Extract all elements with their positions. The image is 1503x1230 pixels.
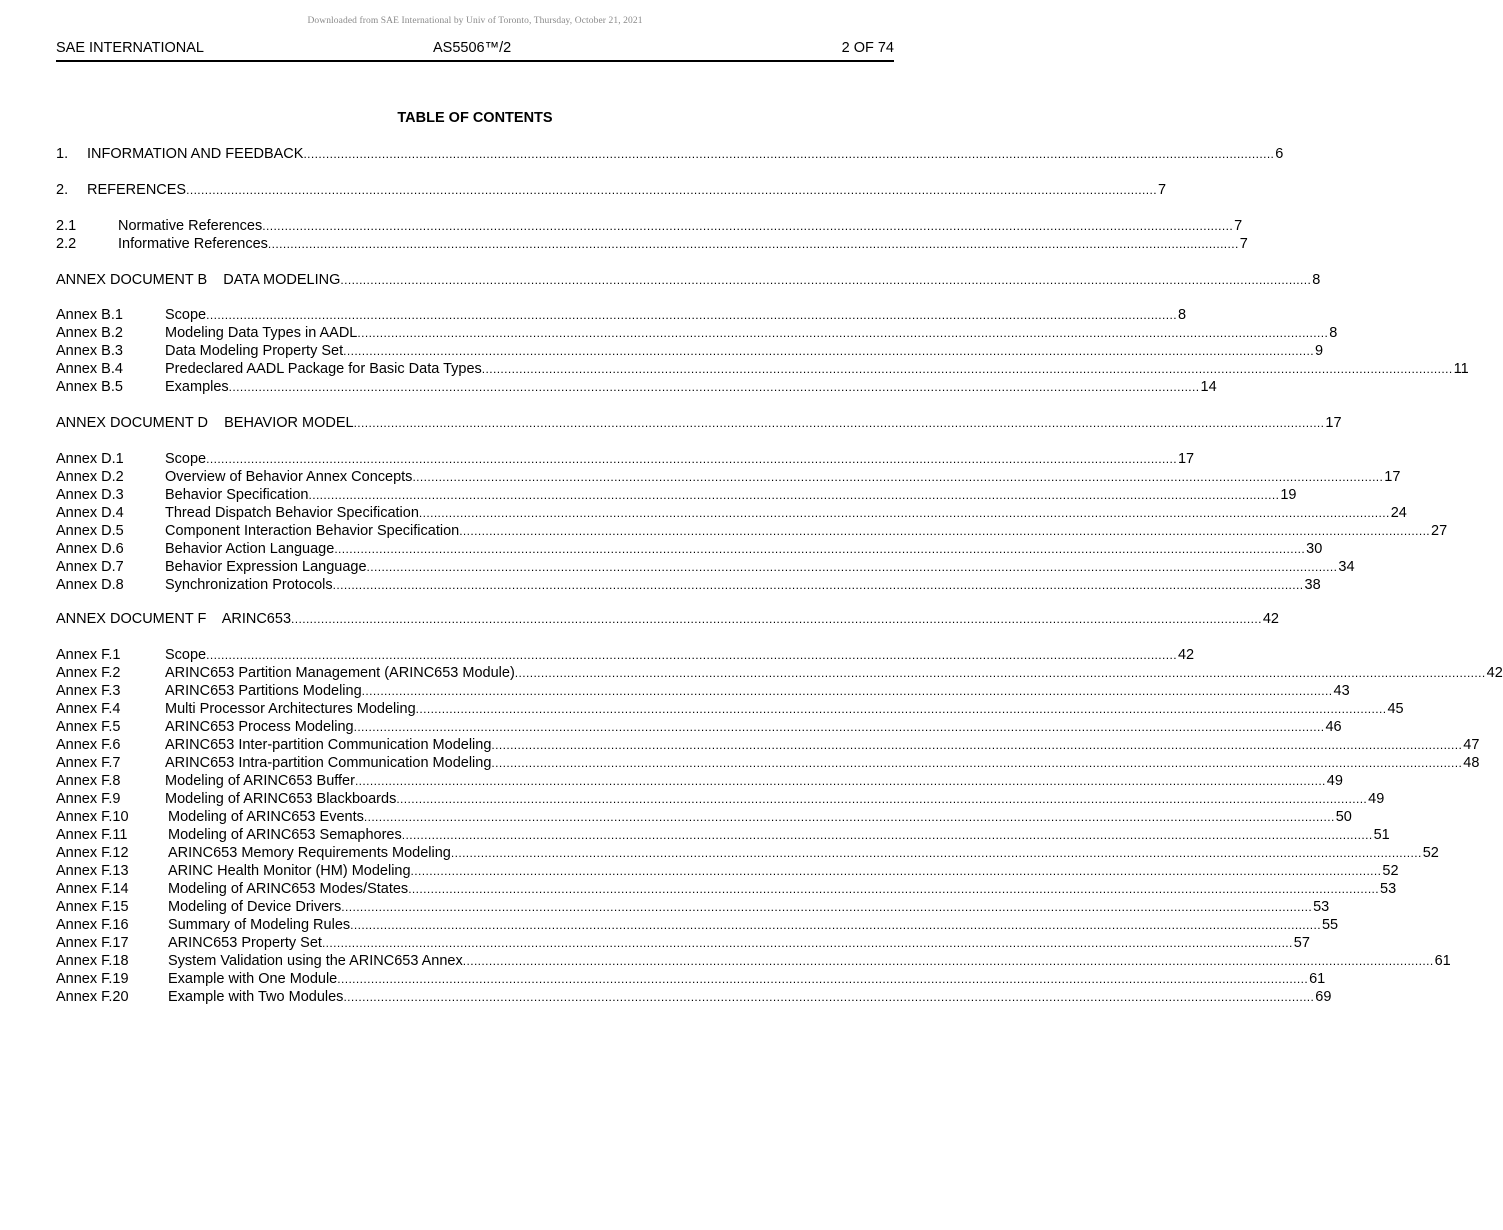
toc-entry-line [165,718,1342,736]
toc-entry-line [165,790,1385,808]
toc-dot-leader: .................................................................................................................................................................................................................................................................... [408,882,1380,896]
toc-entry-page: 47 [1463,737,1480,753]
toc-entry-number: Annex D.1 [56,451,124,467]
toc-dot-leader: .................................................................................................................................................................................................................................................................... [206,452,1177,466]
toc-entry-line [87,181,1167,199]
toc-entry-number: Annex F.11 [56,827,128,843]
toc-entry-number: Annex B.5 [56,379,123,395]
toc-entry-title: Modeling of ARINC653 Buffer [165,773,355,789]
toc-entry-title: ARINC Health Monitor (HM) Modeling [168,863,411,879]
toc-entry-title: ARINC653 Intra-partition Communication Modeling [165,755,492,771]
toc-entry-number: Annex F.15 [56,899,129,915]
toc-entry-line [165,540,1323,558]
toc-entry-line [56,414,1342,432]
toc-entry[interactable] [56,862,1399,880]
toc-entry-line [165,664,1503,682]
toc-dot-leader: .................................................................................................................................................................................................................................................................... [343,344,1314,358]
toc-entry-number: 2.1 [56,218,77,234]
toc-entry[interactable] [56,736,1480,754]
toc-entry-title: Multi Processor Architectures Modeling [165,701,416,717]
toc-entry-line [165,754,1480,772]
toc-entry-title: Summary of Modeling Rules [168,917,351,933]
toc-entry-line [168,880,1397,898]
toc-entry-line [165,504,1407,522]
toc-entry-line [165,576,1321,594]
toc-entry-page: 53 [1380,881,1397,897]
toc-entry-number: Annex B.3 [56,343,123,359]
toc-entry-page: 17 [1384,469,1401,485]
toc-entry-number: Annex D.2 [56,469,124,485]
toc-dot-leader: .................................................................................................................................................................................................................................................................... [341,900,1313,914]
toc-dot-leader: .................................................................................................................................................................................................................................................................... [363,810,1335,824]
toc-entry-page: 55 [1321,917,1339,933]
toc-dot-leader: .................................................................................................................................................................................................................................................................... [412,470,1384,484]
toc-dot-leader: .................................................................................................................................................................................................................................................................... [206,648,1177,662]
toc-entry[interactable] [56,772,1343,790]
toc-entry[interactable] [56,181,1167,199]
toc-entry-page: 42 [1486,665,1503,681]
toc-entry-number: Annex F.19 [56,971,129,987]
toc-entry-title: Examples [165,379,229,395]
toc-entry-title: ARINC653 Property Set [168,935,322,951]
header-document-number: AS5506™/2 [433,40,512,56]
toc-entry[interactable] [56,468,1401,486]
toc-dot-leader: .................................................................................................................................................................................................................................................................... [410,864,1382,878]
toc-dot-leader: .................................................................................................................................................................................................................................................................... [481,362,1453,376]
toc-entry-number: Annex B.4 [56,361,123,377]
toc-entry-page: 34 [1338,559,1355,575]
toc-dot-leader: .................................................................................................................................................................................................................................................................... [353,720,1325,734]
toc-entry-title: Thread Dispatch Behavior Specification [165,505,419,521]
toc-entry-title: Behavior Specification [165,487,309,503]
toc-entry-number: Annex F.9 [56,791,121,807]
toc-entry-title: Predeclared AADL Package for Basic Data Types [165,361,482,377]
toc-entry-page: 42 [1262,611,1279,627]
toc-dot-leader: .................................................................................................................................................................................................................................................................... [366,560,1338,574]
toc-entry-number: Annex F.1 [56,647,121,663]
toc-dot-leader: .................................................................................................................................................................................................................................................................... [228,380,1200,394]
toc-entry-page: 52 [1382,863,1399,879]
toc-entry[interactable] [56,414,1342,432]
toc-entry-page: 53 [1313,899,1330,915]
toc-entry[interactable] [56,718,1342,736]
toc-entry-title: Component Interaction Behavior Specification [165,523,460,539]
toc-entry-line [168,988,1332,1006]
toc-entry-title: Behavior Expression Language [165,559,367,575]
toc-entry-title: ARINC653 Memory Requirements Modeling [168,845,451,861]
toc-entry-page: 49 [1326,773,1343,789]
toc-dot-leader: .................................................................................................................................................................................................................................................................... [418,506,1390,520]
toc-entry-number: 2.2 [56,236,77,252]
toc-dot-leader: .................................................................................................................................................................................................................................................................... [491,738,1463,752]
toc-entry-title: Normative References [118,218,263,234]
toc-entry-page: 7 [1239,236,1248,252]
toc-entry-page: 43 [1333,683,1350,699]
toc-entry-number: Annex D.5 [56,523,124,539]
toc-entry-number: Annex B.1 [56,307,123,323]
toc-entry-title: Informative References [118,236,268,252]
toc-entry-number: Annex D.6 [56,541,124,557]
toc-entry-page: 17 [1325,415,1342,431]
toc-entry-number: Annex F.2 [56,665,121,681]
toc-entry-number: Annex F.12 [56,845,129,861]
toc-entry[interactable] [56,342,1324,360]
toc-entry-title: Modeling Data Types in AADL [165,325,358,341]
toc-entry[interactable] [56,934,1310,952]
toc-entry-line [168,916,1339,934]
toc-dot-leader: .................................................................................................................................................................................................................................................................... [332,578,1304,592]
toc-entry-page: 50 [1335,809,1352,825]
toc-entry[interactable] [56,646,1195,664]
toc-entry-page: 69 [1315,989,1332,1005]
toc-entry-line [165,324,1338,342]
toc-entry-line [87,145,1284,163]
toc-dot-leader: .................................................................................................................................................................................................................................................................... [450,846,1422,860]
toc-entry-line [168,844,1439,862]
toc-entry-page: 57 [1293,935,1310,951]
toc-dot-leader: .................................................................................................................................................................................................................................................................... [186,183,1157,197]
toc-entry-number: Annex D.8 [56,577,124,593]
toc-entry-title: Scope [165,451,207,467]
toc-dot-leader: .................................................................................................................................................................................................................................................................... [303,147,1275,161]
toc-entry-line [168,898,1330,916]
toc-entry-page: 19 [1280,487,1297,503]
toc-entry-line [168,934,1310,952]
toc-entry-title: Synchronization Protocols [165,577,333,593]
toc-entry-title: Modeling of ARINC653 Events [168,809,364,825]
toc-entry-title: ANNEX DOCUMENT D BEHAVIOR MODEL [56,415,354,431]
toc-entry-page: 61 [1434,953,1451,969]
toc-entry-line [165,468,1401,486]
toc-entry[interactable] [56,522,1448,540]
toc-entry-line [165,682,1350,700]
toc-entry-line [165,736,1480,754]
toc-entry-title: Example with Two Modules [168,989,344,1005]
toc-entry-page: 51 [1373,827,1390,843]
toc-entry-title: Overview of Behavior Annex Concepts [165,469,413,485]
toc-entry-title: Data Modeling Property Set [165,343,344,359]
toc-entry-line [165,342,1324,360]
toc-entry-page: 14 [1200,379,1217,395]
toc-entry-line [168,952,1451,970]
toc-entry-title: REFERENCES [87,182,187,198]
toc-dot-leader: .................................................................................................................................................................................................................................................................... [206,308,1177,322]
toc-entry-line [165,558,1355,576]
download-watermark: Downloaded from SAE International by Univ of Toronto, Thursday, October 21, 2021 [307,16,643,26]
toc-entry-page: 30 [1306,541,1323,557]
toc-entry-title: ARINC653 Partitions Modeling [165,683,362,699]
toc-entry-title: Scope [165,307,207,323]
toc-entry-line [118,217,1243,235]
toc-dot-leader: .................................................................................................................................................................................................................................................................... [354,774,1326,788]
toc-entry-number: Annex F.17 [56,935,129,951]
toc-entry-number: Annex D.4 [56,505,124,521]
toc-entry-number: Annex F.4 [56,701,121,717]
toc-entry-number: Annex B.2 [56,325,123,341]
toc-entry[interactable] [56,450,1195,468]
toc-entry[interactable] [56,324,1338,342]
toc-entry-page: 17 [1177,451,1195,467]
toc-entry-number: Annex F.16 [56,917,129,933]
toc-entry-line [118,235,1248,253]
toc-entry[interactable] [56,306,1187,324]
toc-entry-title: Example with One Module [168,971,338,987]
toc-entry-title: Modeling of ARINC653 Modes/States [168,881,409,897]
toc-entry-line [168,808,1352,826]
toc-entry-title: Modeling of ARINC653 Blackboards [165,791,397,807]
toc-entry-line [165,772,1343,790]
toc-entry-line [165,360,1469,378]
toc-entry-page: 6 [1275,146,1284,162]
toc-entry[interactable] [56,378,1217,396]
toc-entry[interactable] [56,664,1503,682]
toc-dot-leader: .................................................................................................................................................................................................................................................................... [401,828,1373,842]
toc-entry-title: System Validation using the ARINC653 Annex [168,953,463,969]
toc-entry-line [165,306,1187,324]
toc-entry[interactable] [56,540,1323,558]
toc-entry-page: 42 [1177,647,1195,663]
toc-entry-title: INFORMATION AND FEEDBACK [87,146,304,162]
toc-entry-page: 8 [1177,307,1187,323]
toc-entry-line [168,826,1390,844]
toc-dot-leader: .................................................................................................................................................................................................................................................................... [357,326,1329,340]
toc-entry-page: 11 [1453,361,1469,377]
toc-entry-number: Annex F.8 [56,773,121,789]
toc-entry-title: ARINC653 Partition Management (ARINC653 Module) [165,665,515,681]
toc-dot-leader: .................................................................................................................................................................................................................................................................... [353,416,1325,430]
toc-entry-line [168,970,1326,988]
toc-entry-line [165,450,1195,468]
toc-dot-leader: .................................................................................................................................................................................................................................................................... [308,488,1280,502]
toc-entry-page: 9 [1314,343,1324,359]
toc-entry[interactable] [56,808,1352,826]
toc-entry-title: ANNEX DOCUMENT B DATA MODELING [56,272,341,288]
toc-entry-page: 24 [1390,505,1407,521]
toc-dot-leader: .................................................................................................................................................................................................................................................................... [361,684,1333,698]
toc-entry[interactable] [56,700,1404,718]
toc-entry[interactable] [56,360,1469,378]
toc-entry-number: Annex F.5 [56,719,121,735]
toc-entry-page: 8 [1312,272,1321,288]
toc-entry[interactable] [56,970,1326,988]
toc-dot-leader: .................................................................................................................................................................................................................................................................... [334,542,1306,556]
toc-entry-line [56,271,1321,289]
toc-dot-leader: .................................................................................................................................................................................................................................................................... [321,936,1293,950]
toc-entry[interactable] [56,682,1350,700]
toc-entry-page: 27 [1431,523,1448,539]
toc-entry[interactable] [56,271,1321,289]
toc-entry[interactable] [56,916,1339,934]
toc-entry-page: 8 [1329,325,1338,341]
toc-entry-line [56,610,1279,628]
toc-entry-number: Annex D.7 [56,559,124,575]
toc-entry[interactable] [56,217,1243,235]
toc-entry-number: 1. [56,146,69,162]
toc-dot-leader: .................................................................................................................................................................................................................................................................... [337,972,1309,986]
toc-entry-page: 52 [1422,845,1439,861]
toc-entry-title: Scope [165,647,207,663]
toc-dot-leader: .................................................................................................................................................................................................................................................................... [491,756,1463,770]
toc-entry-title: Modeling of Device Drivers [168,899,342,915]
toc-entry[interactable] [56,898,1330,916]
toc-entry-page: 49 [1368,791,1385,807]
toc-entry-title: ARINC653 Process Modeling [165,719,354,735]
toc-entry-number: Annex F.7 [56,755,121,771]
toc-entry-number: Annex F.13 [56,863,129,879]
toc-entry[interactable] [56,610,1279,628]
toc-dot-leader: .................................................................................................................................................................................................................................................................... [343,990,1315,1004]
toc-entry-line [165,700,1404,718]
toc-entry-title: ARINC653 Inter-partition Communication Modeling [165,737,492,753]
toc-entry-line [165,486,1297,504]
toc-entry-title: ANNEX DOCUMENT F ARINC653 [56,611,292,627]
toc-dot-leader: .................................................................................................................................................................................................................................................................... [462,954,1434,968]
toc-entry-number: Annex F.18 [56,953,129,969]
toc-entry[interactable] [56,486,1297,504]
toc-entry[interactable] [56,504,1407,522]
toc-dot-leader: .................................................................................................................................................................................................................................................................... [267,237,1239,251]
toc-dot-leader: .................................................................................................................................................................................................................................................................... [291,612,1262,626]
toc-entry[interactable] [56,844,1439,862]
header-organization: SAE INTERNATIONAL [56,40,204,56]
toc-entry-line [168,862,1399,880]
toc-entry-page: 48 [1463,755,1480,771]
toc-title: TABLE OF CONTENTS [397,110,553,126]
toc-entry-page: 61 [1309,971,1326,987]
toc-entry-number: Annex F.20 [56,989,129,1005]
toc-entry[interactable] [56,790,1385,808]
toc-entry[interactable] [56,826,1390,844]
toc-dot-leader: .................................................................................................................................................................................................................................................................... [340,273,1312,287]
toc-entry-line [165,646,1195,664]
toc-entry[interactable] [56,952,1451,970]
toc-entry-page: 45 [1387,701,1404,717]
toc-dot-leader: .................................................................................................................................................................................................................................................................... [396,792,1368,806]
toc-entry-page: 46 [1325,719,1342,735]
toc-entry-number: 2. [56,182,69,198]
header-page-number: 2 OF 74 [841,40,894,56]
toc-entry-number: Annex F.14 [56,881,129,897]
toc-entry[interactable] [56,576,1321,594]
toc-entry[interactable] [56,558,1355,576]
toc-dot-leader: .................................................................................................................................................................................................................................................................... [415,702,1387,716]
toc-entry[interactable] [56,754,1480,772]
toc-entry-page: 7 [1234,218,1243,234]
toc-entry-title: Behavior Action Language [165,541,335,557]
toc-entry[interactable] [56,988,1332,1006]
toc-entry-number: Annex F.6 [56,737,121,753]
toc-dot-leader: .................................................................................................................................................................................................................................................................... [262,219,1234,233]
toc-entry[interactable] [56,880,1397,898]
toc-entry[interactable] [56,145,1284,163]
toc-entry-number: Annex D.3 [56,487,124,503]
toc-entry-page: 7 [1157,182,1167,198]
toc-dot-leader: .................................................................................................................................................................................................................................................................... [459,524,1431,538]
toc-entry[interactable] [56,235,1248,253]
toc-entry-number: Annex F.10 [56,809,129,825]
toc-entry-title: Modeling of ARINC653 Semaphores [168,827,402,843]
toc-entry-number: Annex F.3 [56,683,121,699]
toc-entry-line [165,522,1448,540]
toc-dot-leader: .................................................................................................................................................................................................................................................................... [514,666,1486,680]
toc-entry-page: 38 [1304,577,1321,593]
toc-dot-leader: .................................................................................................................................................................................................................................................................... [350,918,1321,932]
toc-entry-line [165,378,1217,396]
